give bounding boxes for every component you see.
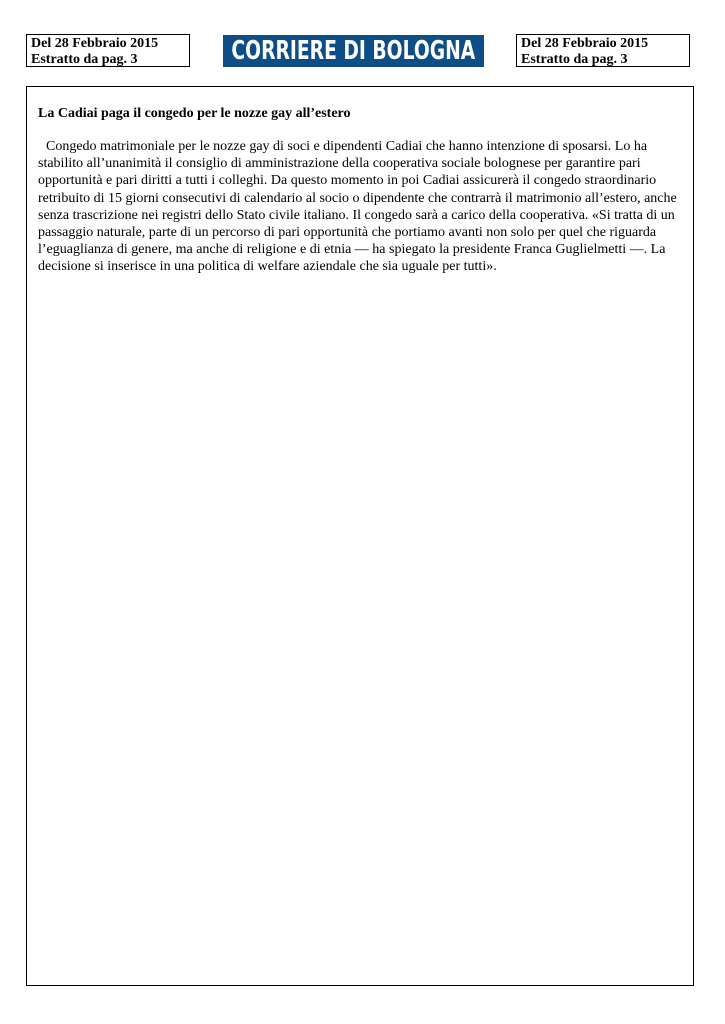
article-body: Congedo matrimoniale per le nozze gay di soci e dipendenti Cadiai che hanno intenzione di sposarsi. Lo ha stabilito all’unanimità il consiglio di amministrazione della cooperativa sociale bolognese per garantire pari opportunità e pari diritti a tutti i colleghi. Da questo momento in poi Cadiai assicurerà il congedo straordinario retribuito di 15 giorni consecutivi di calendario al socio o dipendente che contrarrà il matrimonio all’estero, anche senza trascrizione nei registri dello Stato civile italiano. Il congedo sarà a carico della cooperativa. «Si tratta di un passaggio naturale, parte di un percorso di pari opportunità che portiamo avanti non solo per quel che riguarda l’eguaglianza di genere, ma anche di religione e di etnia — ha spiegato la presidente Franca Guglielmetti —. La decisione si inserisce in una politica di welfare aziendale che sia uguale per tutti». xyxy=(38,139,677,275)
date-box-right xyxy=(516,34,690,67)
excerpt-page: Estratto da pag. 3 xyxy=(521,52,628,67)
excerpt-page: Estratto da pag. 3 xyxy=(31,52,138,67)
publication-date: Del 28 Febbraio 2015 xyxy=(521,36,649,51)
article-headline: La Cadiai paga il congedo per le nozze gay all’estero xyxy=(38,106,351,121)
newspaper-masthead-logo xyxy=(223,35,484,67)
masthead-title: CORRIERE DI BOLOGNA xyxy=(231,36,476,66)
article-frame xyxy=(26,86,694,986)
publication-date: Del 28 Febbraio 2015 xyxy=(31,36,159,51)
date-box-left xyxy=(26,34,190,67)
